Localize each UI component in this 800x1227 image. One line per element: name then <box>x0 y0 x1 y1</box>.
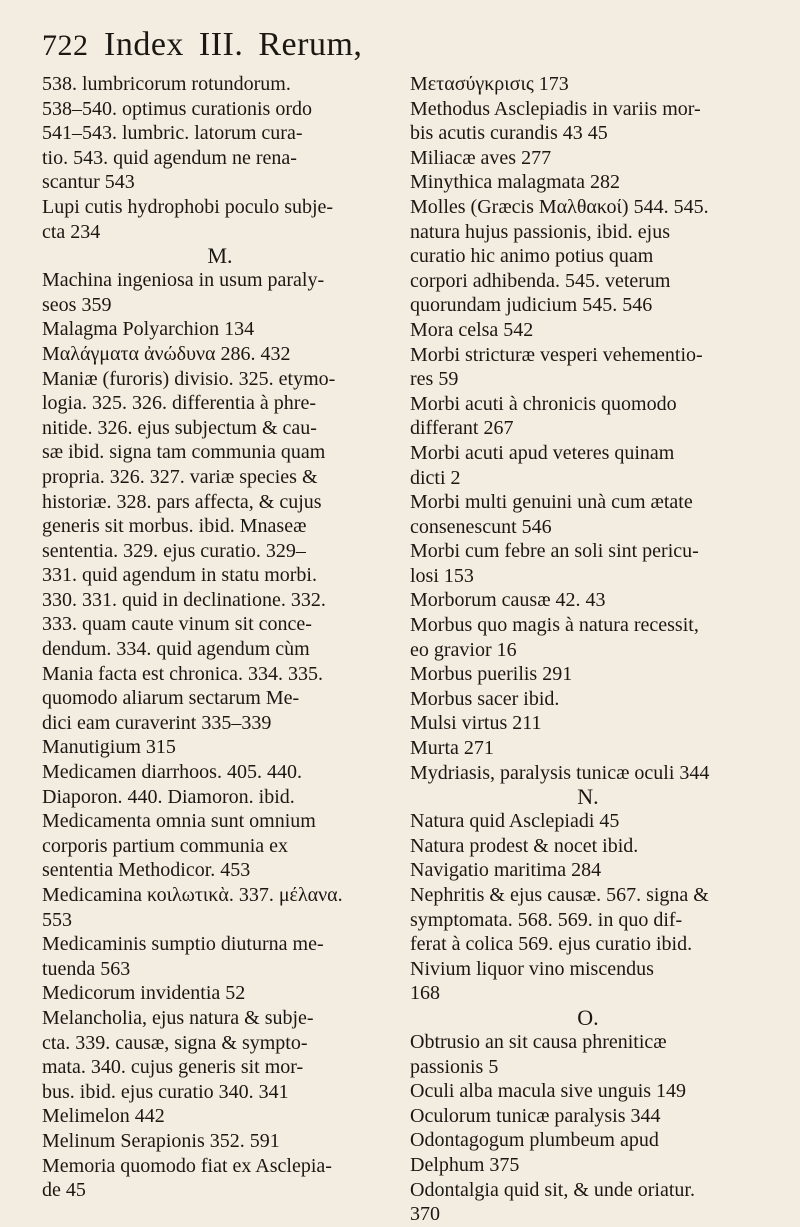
index-line: Nivium liquor vino miscendus <box>410 957 654 980</box>
index-line: Melimelon 442 <box>42 1105 165 1128</box>
page-number: 722 <box>42 29 89 62</box>
index-line: Methodus Asclepiadis in variis mor- <box>410 97 701 120</box>
index-line: Miliacæ aves 277 <box>410 146 552 169</box>
index-line: Malagma Polyarchion 134 <box>42 318 255 341</box>
index-line: 541–543. lumbric. latorum cura- <box>42 122 303 145</box>
index-line: Morbi cum febre an soli sint pericu- <box>410 540 699 563</box>
index-line: 333. quam caute vinum sit conce- <box>42 613 312 636</box>
index-line: 370 <box>410 1203 440 1226</box>
index-line: tuenda 563 <box>42 957 131 980</box>
index-line: Obtrusio an sit causa phreniticæ <box>410 1030 667 1053</box>
index-line: Morbus quo magis à natura recessit, <box>410 614 699 637</box>
index-line: res 59 <box>410 368 459 391</box>
index-line: quorundam judicium 545. 546 <box>410 294 653 317</box>
index-line: generis sit morbus. ibid. Mnaseæ <box>42 515 307 538</box>
index-line: 330. 331. quid in declinatione. 332. <box>42 588 326 611</box>
index-line: dicti 2 <box>410 466 461 489</box>
index-line: Oculorum tunicæ paralysis 344 <box>410 1104 661 1127</box>
index-line: Mydriasis, paralysis tunicæ oculi 344 <box>410 761 710 784</box>
index-line: 538. lumbricorum rotundorum. <box>42 73 291 95</box>
index-line: Morbi multi genuini unà cum ætate <box>410 491 693 514</box>
index-line: Morborum causæ 42. 43 <box>410 589 606 612</box>
index-line: Murta 271 <box>410 737 494 760</box>
index-line: logia. 325. 326. differentia à phre- <box>42 392 316 415</box>
index-line: Medicamen diarrhoos. 405. 440. <box>42 761 302 784</box>
index-line: Navigatio maritima 284 <box>410 859 602 882</box>
index-line: Machina ingeniosa in usum paraly- <box>42 269 325 292</box>
index-line: natura hujus passionis, ibid. ejus <box>410 220 670 243</box>
index-line: Morbus sacer ibid. <box>410 687 560 710</box>
index-line: cta. 339. causæ, signa & sympto- <box>42 1031 308 1054</box>
index-line: Oculi alba macula sive unguis 149 <box>410 1080 687 1103</box>
index-line: Medicamenta omnia sunt omnium <box>42 810 316 833</box>
running-header <box>42 26 772 70</box>
index-line: Morbi acuti apud veteres quinam <box>410 441 675 464</box>
index-line: Mania facta est chronica. 334. 335. <box>42 662 324 685</box>
section-letter: O. <box>577 1004 599 1030</box>
index-line: Morbi acuti à chronicis quomodo <box>410 392 677 415</box>
index-line: 331. quid agendum in statu morbi. <box>42 564 317 587</box>
index-line: losi 153 <box>410 564 474 587</box>
index-line: 538–540. optimus curationis ordo <box>42 97 312 120</box>
left-column <box>42 72 398 1227</box>
index-line: Memoria quomodo fiat ex Asclepia- <box>42 1154 332 1177</box>
index-line: sententia Methodicor. 453 <box>42 859 251 882</box>
index-line: Μαλάγματα ἀνώδυνα 286. 432 <box>42 342 291 365</box>
index-line: quomodo aliarum sectarum Me- <box>42 687 300 710</box>
index-line: Natura prodest & nocet ibid. <box>410 834 639 857</box>
index-line: scantur 543 <box>42 171 135 194</box>
index-line: corporis partium communia ex <box>42 834 289 857</box>
index-line: Mulsi virtus 211 <box>410 712 542 735</box>
index-line: Melancholia, ejus natura & subje- <box>42 1006 314 1029</box>
running-title: Index III. Rerum, <box>104 26 363 63</box>
index-line: tio. 543. quid agendum ne rena- <box>42 146 297 169</box>
index-line: Mora celsa 542 <box>410 318 534 341</box>
index-line: Nephritis & ejus causæ. 567. signa & <box>410 884 709 906</box>
index-line: Medicamina κοιλωτικὰ. 337. μέλανα. <box>42 884 343 906</box>
index-line: nitide. 326. ejus subjectum & cau- <box>42 416 317 439</box>
index-line: Minythica malagmata 282 <box>410 171 620 194</box>
index-line: Medicaminis sumptio diuturna me- <box>42 933 324 956</box>
index-line: Medicorum invidentia 52 <box>42 982 246 1005</box>
index-line: bis acutis curandis 43 45 <box>410 122 608 145</box>
index-line: Molles (Græcis Μαλθακοί) 544. 545. <box>410 195 709 218</box>
section-letter: M. <box>207 243 233 269</box>
index-line: 553 <box>42 908 72 931</box>
index-line: Natura quid Asclepiadi 45 <box>410 810 620 833</box>
section-letter: N. <box>577 784 599 810</box>
index-line: sæ ibid. signa tam communia quam <box>42 441 326 464</box>
index-line: dici eam curaverint 335–339 <box>42 711 272 734</box>
index-line: historiæ. 328. pars affecta, & cujus <box>42 490 322 513</box>
index-line: Odontalgia quid sit, & unde oriatur. <box>410 1178 695 1201</box>
index-line: Maniæ (furoris) divisio. 325. etymo- <box>42 367 336 390</box>
index-line: Delphum 375 <box>410 1153 520 1176</box>
index-line: ferat à colica 569. ejus curatio ibid. <box>410 933 693 956</box>
index-line: mata. 340. cujus generis sit mor- <box>42 1056 304 1079</box>
index-line: Manutigium 315 <box>42 736 176 759</box>
index-line: Lupi cutis hydrophobi poculo subje- <box>42 195 334 218</box>
index-line: bus. ibid. ejus curatio 340. 341 <box>42 1080 289 1103</box>
index-line: consenescunt 546 <box>410 515 552 538</box>
index-line: seos 359 <box>42 293 112 316</box>
index-line: differant 267 <box>410 417 514 440</box>
index-line: dendum. 334. quid agendum cùm <box>42 638 310 661</box>
index-line: curatio hic animo potius quam <box>410 245 654 268</box>
index-line: 168 <box>410 982 440 1005</box>
index-columns <box>42 72 772 1227</box>
index-line: cta 234 <box>42 220 101 243</box>
index-line: passionis 5 <box>410 1055 499 1078</box>
index-line: Odontagogum plumbeum apud <box>410 1129 659 1152</box>
index-line: Melinum Serapionis 352. 591 <box>42 1129 280 1152</box>
index-line: eo gravior 16 <box>410 638 517 661</box>
index-line: propria. 326. 327. variæ species & <box>42 465 318 488</box>
index-line: Μετασύγκρισις 173 <box>410 73 569 95</box>
index-line: symptomata. 568. 569. in quo dif- <box>410 908 683 931</box>
index-line: Morbi stricturæ vesperi vehementio- <box>410 343 703 366</box>
index-line: sententia. 329. ejus curatio. 329– <box>42 539 306 562</box>
index-line: de 45 <box>42 1179 86 1202</box>
index-line: corpori adhibenda. 545. veterum <box>410 269 671 292</box>
index-line: Diaporon. 440. Diamoron. ibid. <box>42 785 295 808</box>
index-line: Morbus puerilis 291 <box>410 663 573 686</box>
right-column <box>410 72 766 1227</box>
